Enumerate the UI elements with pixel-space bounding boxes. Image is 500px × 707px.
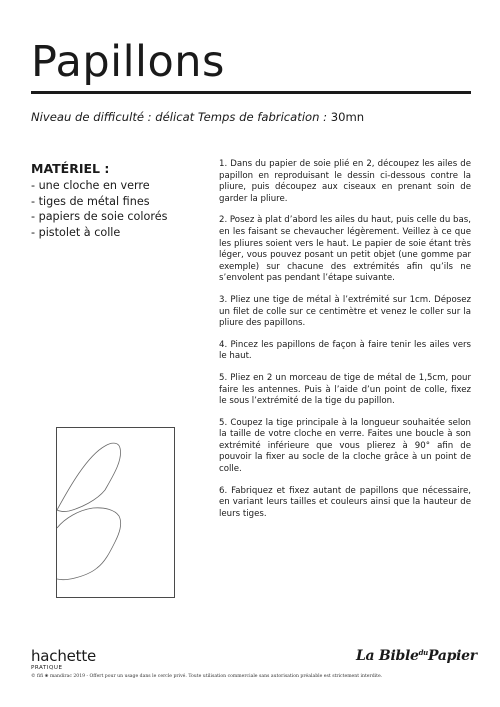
publisher-logo	[31, 648, 96, 671]
material-item: - tiges de métal fines	[31, 194, 150, 208]
instruction-step: 5. Pliez en 2 un morceau de tige de métal de 1,5cm, pour faire les antennes. Puis à l’aide d’un point de colle, fixez le sous l’extrémité de la tige du papillon.	[219, 372, 471, 407]
instruction-step: 3. Pliez une tige de métal à l’extrémité sur 1cm. Déposez un filet de colle sur ce centimètre et venez le coller sur la pliure des papillons.	[219, 294, 471, 329]
materials-list	[31, 178, 211, 240]
material-item: - une cloche en verre	[31, 179, 150, 192]
instruction-step: 4. Pincez les papillons de façon à faire tenir les ailes vers le haut.	[219, 339, 471, 362]
wing-template	[56, 427, 175, 598]
brand-word-papier: Papier	[427, 648, 477, 664]
brand-word-du: du	[418, 648, 428, 657]
material-item: - pistolet à colle	[31, 225, 121, 239]
title-underline	[31, 91, 471, 94]
materials-section	[31, 161, 211, 240]
lower-wing-outline	[57, 508, 121, 580]
brand-word-la: La	[356, 648, 375, 664]
materials-heading: MATÉRIEL :	[31, 161, 110, 176]
instruction-step: 5. Coupez la tige principale à la longueur souhaitée selon la taille de votre cloche en verre. Faites une boucle à son extrémité inférieure que vous plierez à 90° afin de pouvoir la fixer au socle de la cloche grâce à un point de colle.	[219, 417, 471, 475]
instruction-step: 6. Fabriquez et fixez autant de papillons que nécessaire, en variant leurs tailles et couleurs ainsi que la hauteur de leurs tiges.	[219, 485, 471, 519]
time-value: 30mn	[330, 110, 365, 124]
difficulty-line	[31, 110, 364, 124]
upper-wing-outline	[57, 443, 121, 511]
page-title: Papillons	[31, 37, 225, 87]
wing-template-drawing	[57, 428, 176, 599]
instruction-step: 1. Dans du papier de soie plié en 2, découpez les ailes de papillon en reproduisant le dessin ci-dessous contre la pliure, puis découpez aux ciseaux en prenant soin de garder la pliure.	[219, 159, 471, 204]
material-item: - papiers de soie colorés	[31, 210, 168, 223]
instructions	[219, 159, 471, 530]
brand-word-bible: Bible	[378, 648, 419, 664]
publisher-name: hachette	[31, 647, 97, 665]
time-label: Temps de fabrication :	[197, 110, 328, 124]
copyright-notice: © fifi ❀ mandirac 2019 - Offert pour un usage dans le cercle privé. Toute utilisation commerciale sans autorisation préalable est strictement interdite.	[31, 674, 383, 679]
publisher-subname: PRATIQUE	[31, 665, 63, 671]
instruction-step: 2. Posez à plat d’abord les ailes du haut, puis celle du bas, en les faisant se chevaucher légèrement. Veillez à ce que les pliures soient vers le haut. Le papier de soie étant très léger, vous pouvez posant un petit objet (une gomme par exemple) sur chacune des extrémités afin qu’ils ne s’envolent pas pendant l’étape suivante.	[219, 215, 471, 284]
difficulty-label: Niveau de difficulté : délicat	[31, 110, 195, 124]
brand-logo	[356, 648, 477, 664]
